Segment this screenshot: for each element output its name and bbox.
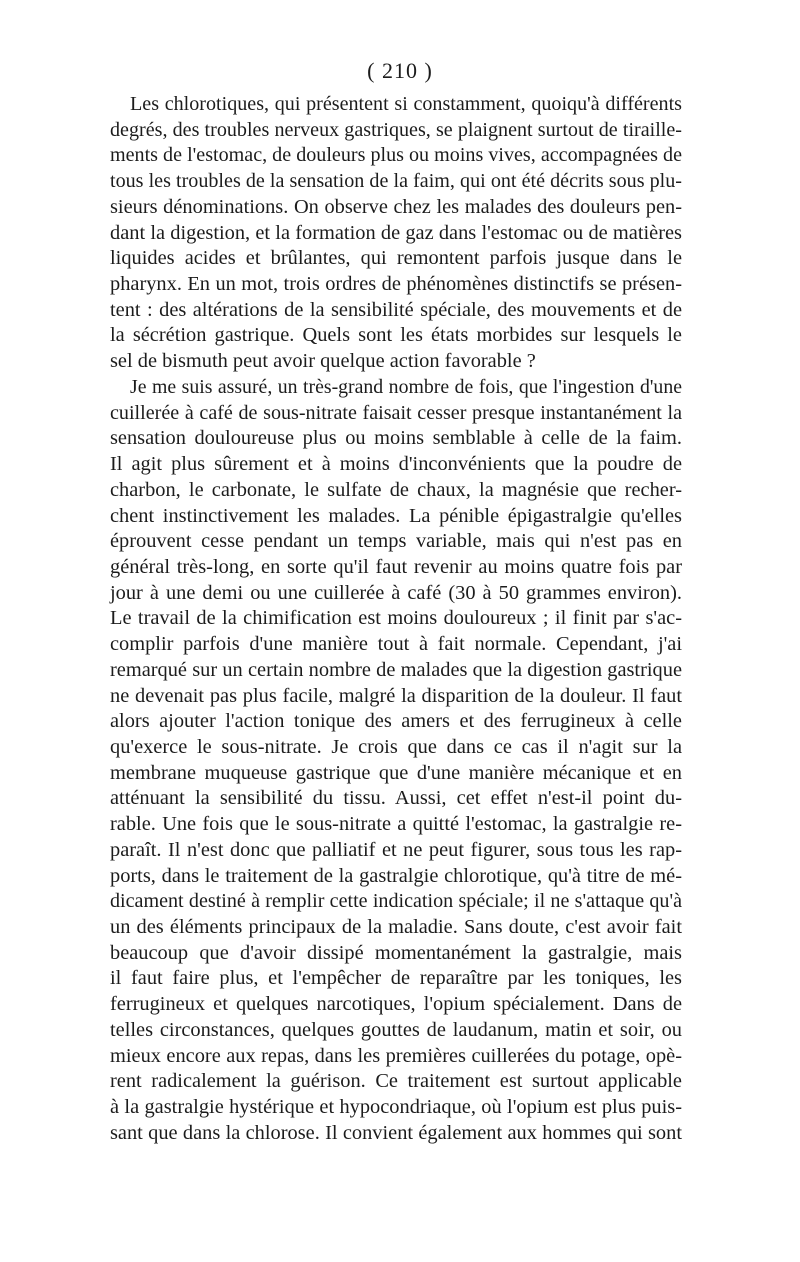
text-line: Il agit plus sûrement et à moins d'inconvénients que la poudre de	[110, 453, 682, 476]
text-line: ferrugineux et quelques narcotiques, l'opium spécialement. Dans de	[110, 993, 682, 1016]
text-line: liquides acides et brûlantes, qui remontent parfois jusque dans le	[110, 247, 682, 270]
text-line: ments de l'estomac, de douleurs plus ou moins vives, accompagnées de	[110, 144, 682, 167]
text-line: mieux encore aux repas, dans les premières cuillerées du potage, opè-	[110, 1044, 682, 1067]
text-line: il faut faire plus, et l'empêcher de reparaître par les toniques, les	[110, 967, 682, 990]
text-line: Les chlorotiques, qui présentent si constamment, quoiqu'à différents	[130, 93, 682, 115]
text-line: ports, dans le traitement de la gastralgie chlorotique, qu'à titre de mé-	[110, 864, 682, 887]
text-line: pharynx. En un mot, trois ordres de phénomènes distinctifs se présen-	[110, 273, 682, 296]
text-line: rable. Une fois que le sous-nitrate a quitté l'estomac, la gastralgie re-	[110, 813, 682, 836]
text-line: général très-long, en sorte qu'il faut revenir au moins quatre fois par	[110, 555, 682, 578]
text-line: qu'exerce le sous-nitrate. Je crois que dans ce cas il n'agit sur la	[110, 735, 682, 758]
text-line: complir parfois d'une manière tout à fait normale. Cependant, j'ai	[110, 633, 682, 656]
text-line: la sécrétion gastrique. Quels sont les états morbides sur lesquels le	[110, 324, 682, 347]
text-line: sel de bismuth peut avoir quelque action favorable ?	[110, 350, 536, 373]
text-line: degrés, des troubles nerveux gastriques, se plaignent surtout de tiraille-	[110, 118, 682, 141]
text-line: alors ajouter l'action tonique des amers et des ferrugineux à celle	[110, 710, 682, 733]
text-line: ne devenait pas plus facile, malgré la disparition de la douleur. Il faut	[110, 684, 682, 707]
text-line: membrane muqueuse gastrique que d'une manière mécanique et en	[110, 761, 682, 784]
text-line: à la gastralgie hystérique et hypocondriaque, où l'opium est plus puis-	[110, 1096, 682, 1119]
text-line: paraît. Il n'est donc que palliatif et ne peut figurer, sous tous les rap-	[110, 838, 682, 861]
text-line: sieurs dénominations. On observe chez les malades des douleurs pen-	[110, 195, 682, 218]
text-line: cuillerée à café de sous-nitrate faisait cesser presque instantanément la	[110, 401, 682, 424]
text-line: rent radicalement la guérison. Ce traitement est surtout applicable	[110, 1070, 682, 1093]
text-line: atténuant la sensibilité du tissu. Aussi, cet effet n'est-il point du-	[110, 787, 682, 810]
text-line: chent instinctivement les malades. La pénible épigastralgie qu'elles	[110, 504, 682, 527]
text-line: un des éléments principaux de la maladie. Sans doute, c'est avoir fait	[110, 916, 682, 938]
text-line: dant la digestion, et la formation de gaz dans l'estomac ou de matières	[110, 221, 682, 244]
text-line: remarqué sur un certain nombre de malades que la digestion gastrique	[110, 658, 682, 681]
text-line: charbon, le carbonate, le sulfate de chaux, la magnésie que recher-	[110, 478, 682, 501]
text-line: tent : des altérations de la sensibilité spéciale, des mouvements et de	[110, 298, 682, 321]
text-line: sensation douloureuse plus ou moins semblable à celle de la faim.	[110, 427, 682, 450]
text-line: sant que dans la chlorose. Il convient également aux hommes qui sont	[110, 1121, 682, 1144]
body-text	[110, 92, 682, 1146]
text-line: jour à une demi ou une cuillerée à café (30 à 50 grammes environ).	[110, 581, 682, 604]
text-line: Je me suis assuré, un très-grand nombre de fois, que l'ingestion d'une	[130, 375, 682, 398]
text-line: éprouvent cesse pendant un temps variable, mais qui n'est pas en	[110, 530, 682, 553]
text-line: dicament destiné à remplir cette indication spéciale; il ne s'attaque qu'à	[110, 890, 682, 913]
text-line: tous les troubles de la sensation de la faim, qui ont été décrits sous plu-	[110, 170, 682, 193]
page-number: ( 210 )	[367, 58, 433, 83]
text-line: beaucoup que d'avoir dissipé momentanément la gastralgie, mais	[110, 941, 682, 964]
text-line: Le travail de la chimification est moins douloureux ; il finit par s'ac-	[110, 607, 682, 630]
text-line: telles circonstances, quelques gouttes de laudanum, matin et soir, ou	[110, 1018, 682, 1041]
